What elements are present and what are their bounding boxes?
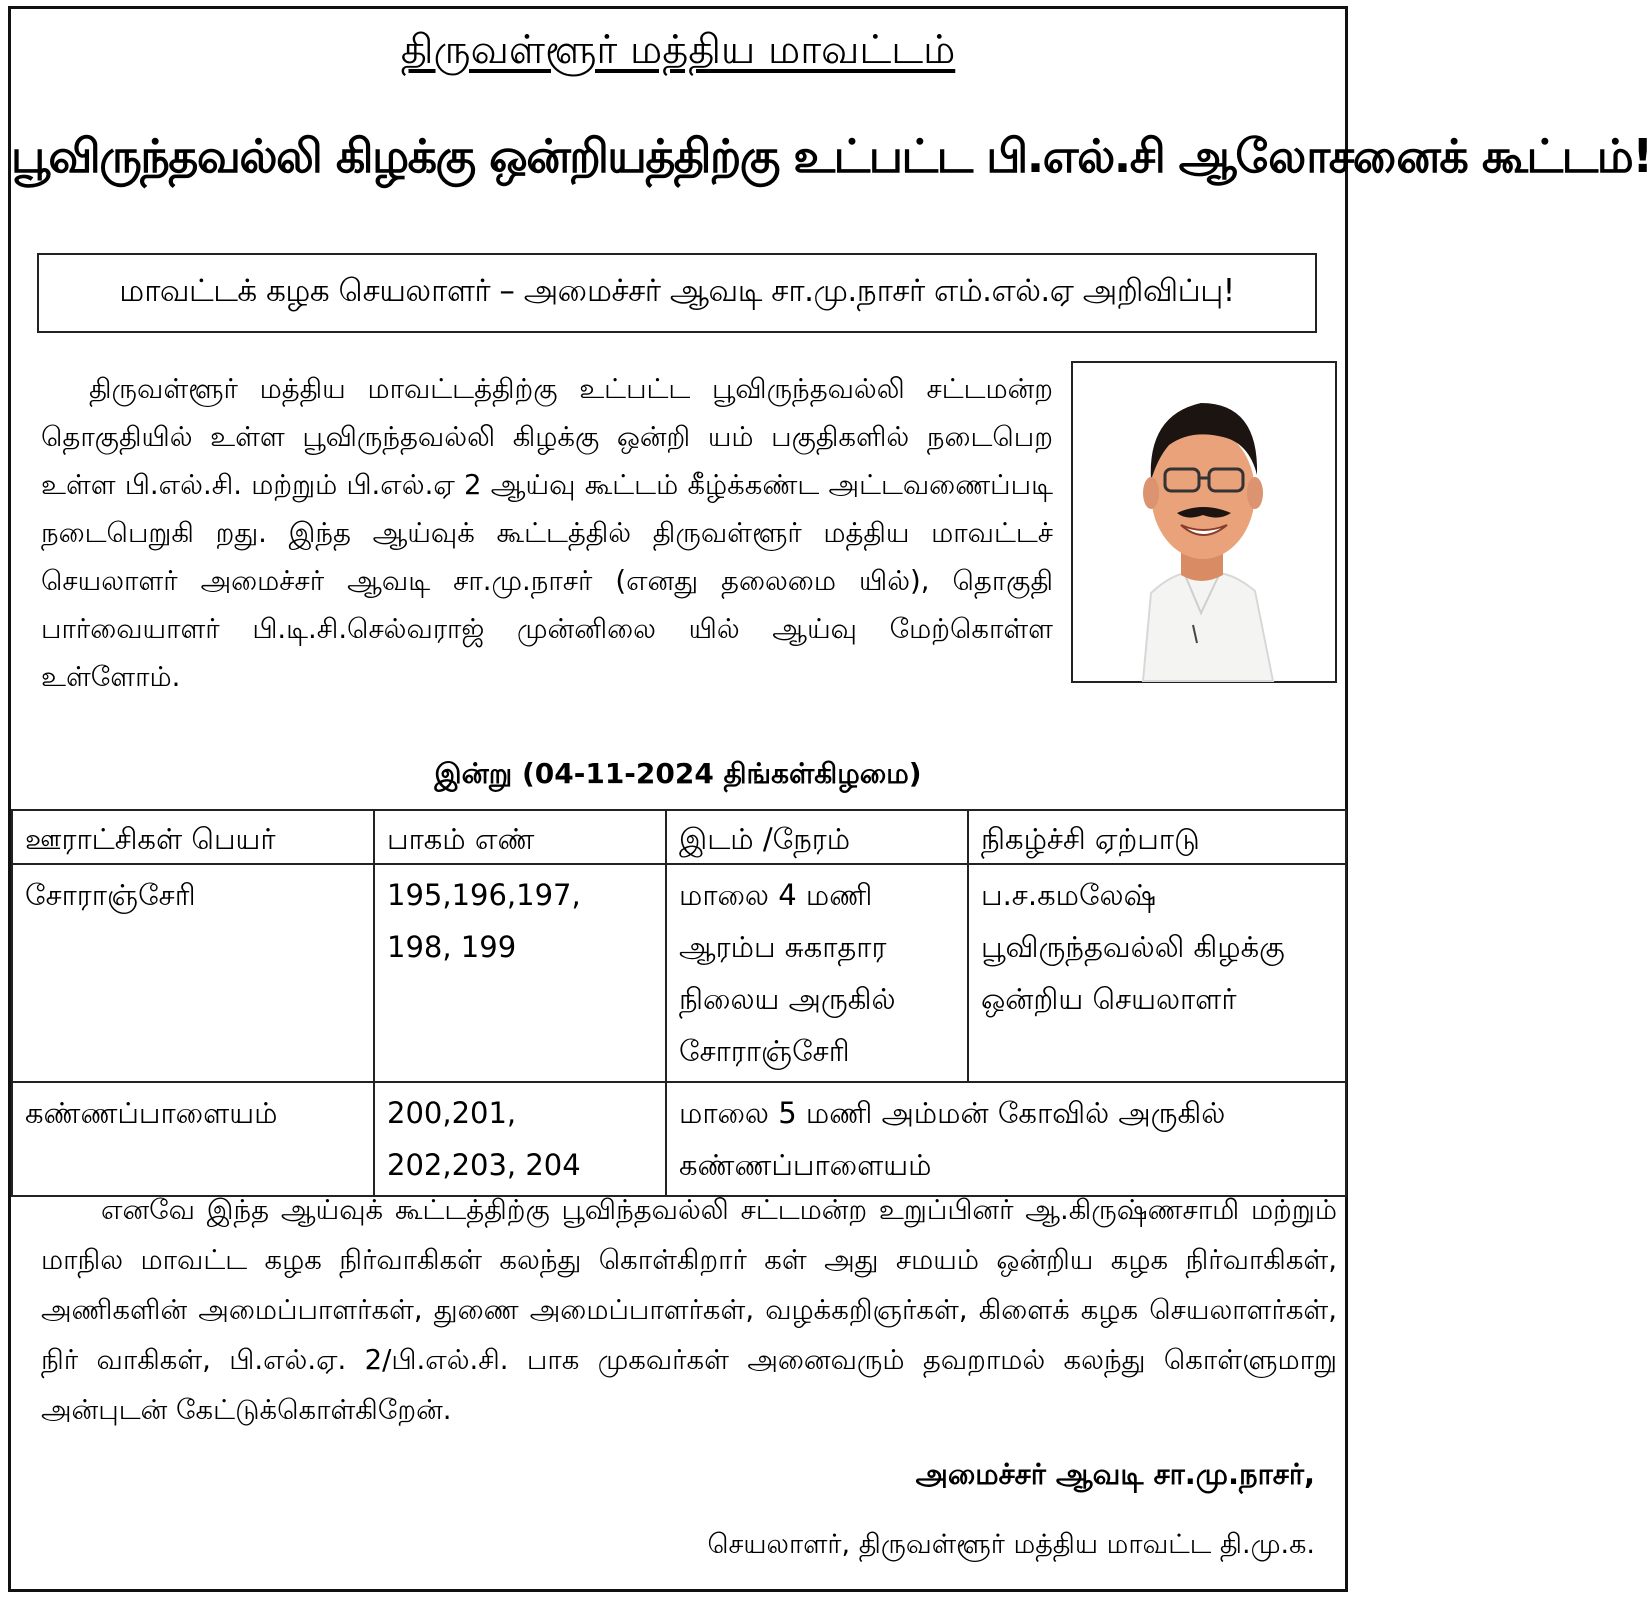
- notice-frame: [8, 6, 1652, 1592]
- table-row: [12, 864, 1346, 1082]
- date-line: இன்று (04-11-2024 திங்கள்கிழமை): [434, 757, 922, 790]
- subtitle: மாவட்டக் கழக செயலாளர் – அமைச்சர் ஆவடி சா.மு.நாசர் எம்.எல்.ஏ அறிவிப்பு!: [119, 273, 1235, 309]
- table-header-row: [12, 810, 1346, 864]
- cell-place-time: மாலை 5 மணி அம்மன் கோவில் அருகில் கண்ணப்பாளையம்: [666, 1082, 1346, 1196]
- subtitle-box: [37, 253, 1317, 333]
- cell-parts: 195,196,197, 198, 199: [374, 864, 666, 1082]
- signature-name: அமைச்சர் ஆவடி சா.மு.நாசர்,: [915, 1457, 1315, 1491]
- header-parts: பாகம் எண்: [374, 810, 666, 864]
- closing-paragraph: எனவே இந்த ஆய்வுக் கூட்டத்திற்கு பூவிந்தவல்லி சட்டமன்ற உறுப்பினர் ஆ.கிருஷ்ணசாமி மற்றும் மாநில மாவட்ட கழக நிர்வாகிகள் கலந்து கொள்கிறார் கள் அது சமயம் ஒன்றிய கழக நிர்வாகிகள், அணிகளின் அமைப்பாளர்கள், துணை அமைப்பாளர்கள், வழக்கறிஞர்கள், கிளைக் கழக செயலாளர்கள், நிர் வாகிகள், பி.எல்.ஏ. 2/பி.எல்.சி. பாக முகவர்கள் அனைவரும் தவறாமல் கலந்து கொள்ளுமாறு அன்புடன் கேட்டுக்கொள்கிறேன்.: [41, 1194, 1337, 1426]
- header-organizer: நிகழ்ச்சி ஏற்பாடு: [968, 810, 1346, 864]
- signature-role: செயலாளர், திருவள்ளூர் மத்திய மாவட்ட தி.மு.க.: [707, 1529, 1315, 1560]
- schedule-table: [11, 809, 1345, 1197]
- intro-paragraph: திருவள்ளூர் மத்திய மாவட்டத்திற்கு உட்பட்ட பூவிருந்தவல்லி சட்டமன்ற தொகுதியில் உள்ள பூவிருந்தவல்லி கிழக்கு ஒன்றி யம் பகுதிகளில் நடைபெற உள்ள பி.எல்.சி. மற்றும் பி.எல்.ஏ 2 ஆய்வு கூட்டம் கீழ்க்கண்ட அட்டவணைப்படி நடைபெறுகி றது. இந்த ஆய்வுக் கூட்டத்தில் திருவள்ளூர் மத்திய மாவட்டச் செயலாளர் அமைச்சர் ஆவடி சா.மு.நாசர் (எனது தலைமை யில்), தொகுதி பார்வையாளர் பி.டி.சி.செல்வராஜ் முன்னிலை யில் ஆய்வு மேற்கொள்ள உள்ளோம்.: [41, 373, 1053, 693]
- portrait-illustration: [1073, 363, 1335, 681]
- cell-place-time: மாலை 4 மணி ஆரம்ப சுகாதார நிலைய அருகில் சோராஞ்சேரி: [666, 864, 968, 1082]
- table-row: [12, 1082, 1346, 1196]
- header-panchayat: ஊராட்சிகள் பெயர்: [12, 810, 374, 864]
- header-place-time: இடம் /நேரம்: [666, 810, 968, 864]
- cell-organizer: ப.ச.கமலேஷ் பூவிருந்தவல்லி கிழக்கு ஒன்றிய செயலாளர்: [968, 864, 1346, 1082]
- headline: பூவிருந்தவல்லி கிழக்கு ஒன்றியத்திற்கு உட்பட்ட பி.எல்.சி ஆலோசனைக் கூட்டம்!: [11, 129, 1652, 183]
- cell-parts: 200,201, 202,203, 204: [374, 1082, 666, 1196]
- portrait-photo: [1071, 361, 1337, 683]
- district-title: திருவள்ளூர் மத்திய மாவட்டம்: [400, 27, 956, 73]
- cell-panchayat: சோராஞ்சேரி: [12, 864, 374, 1082]
- cell-panchayat: கண்ணப்பாளையம்: [12, 1082, 374, 1196]
